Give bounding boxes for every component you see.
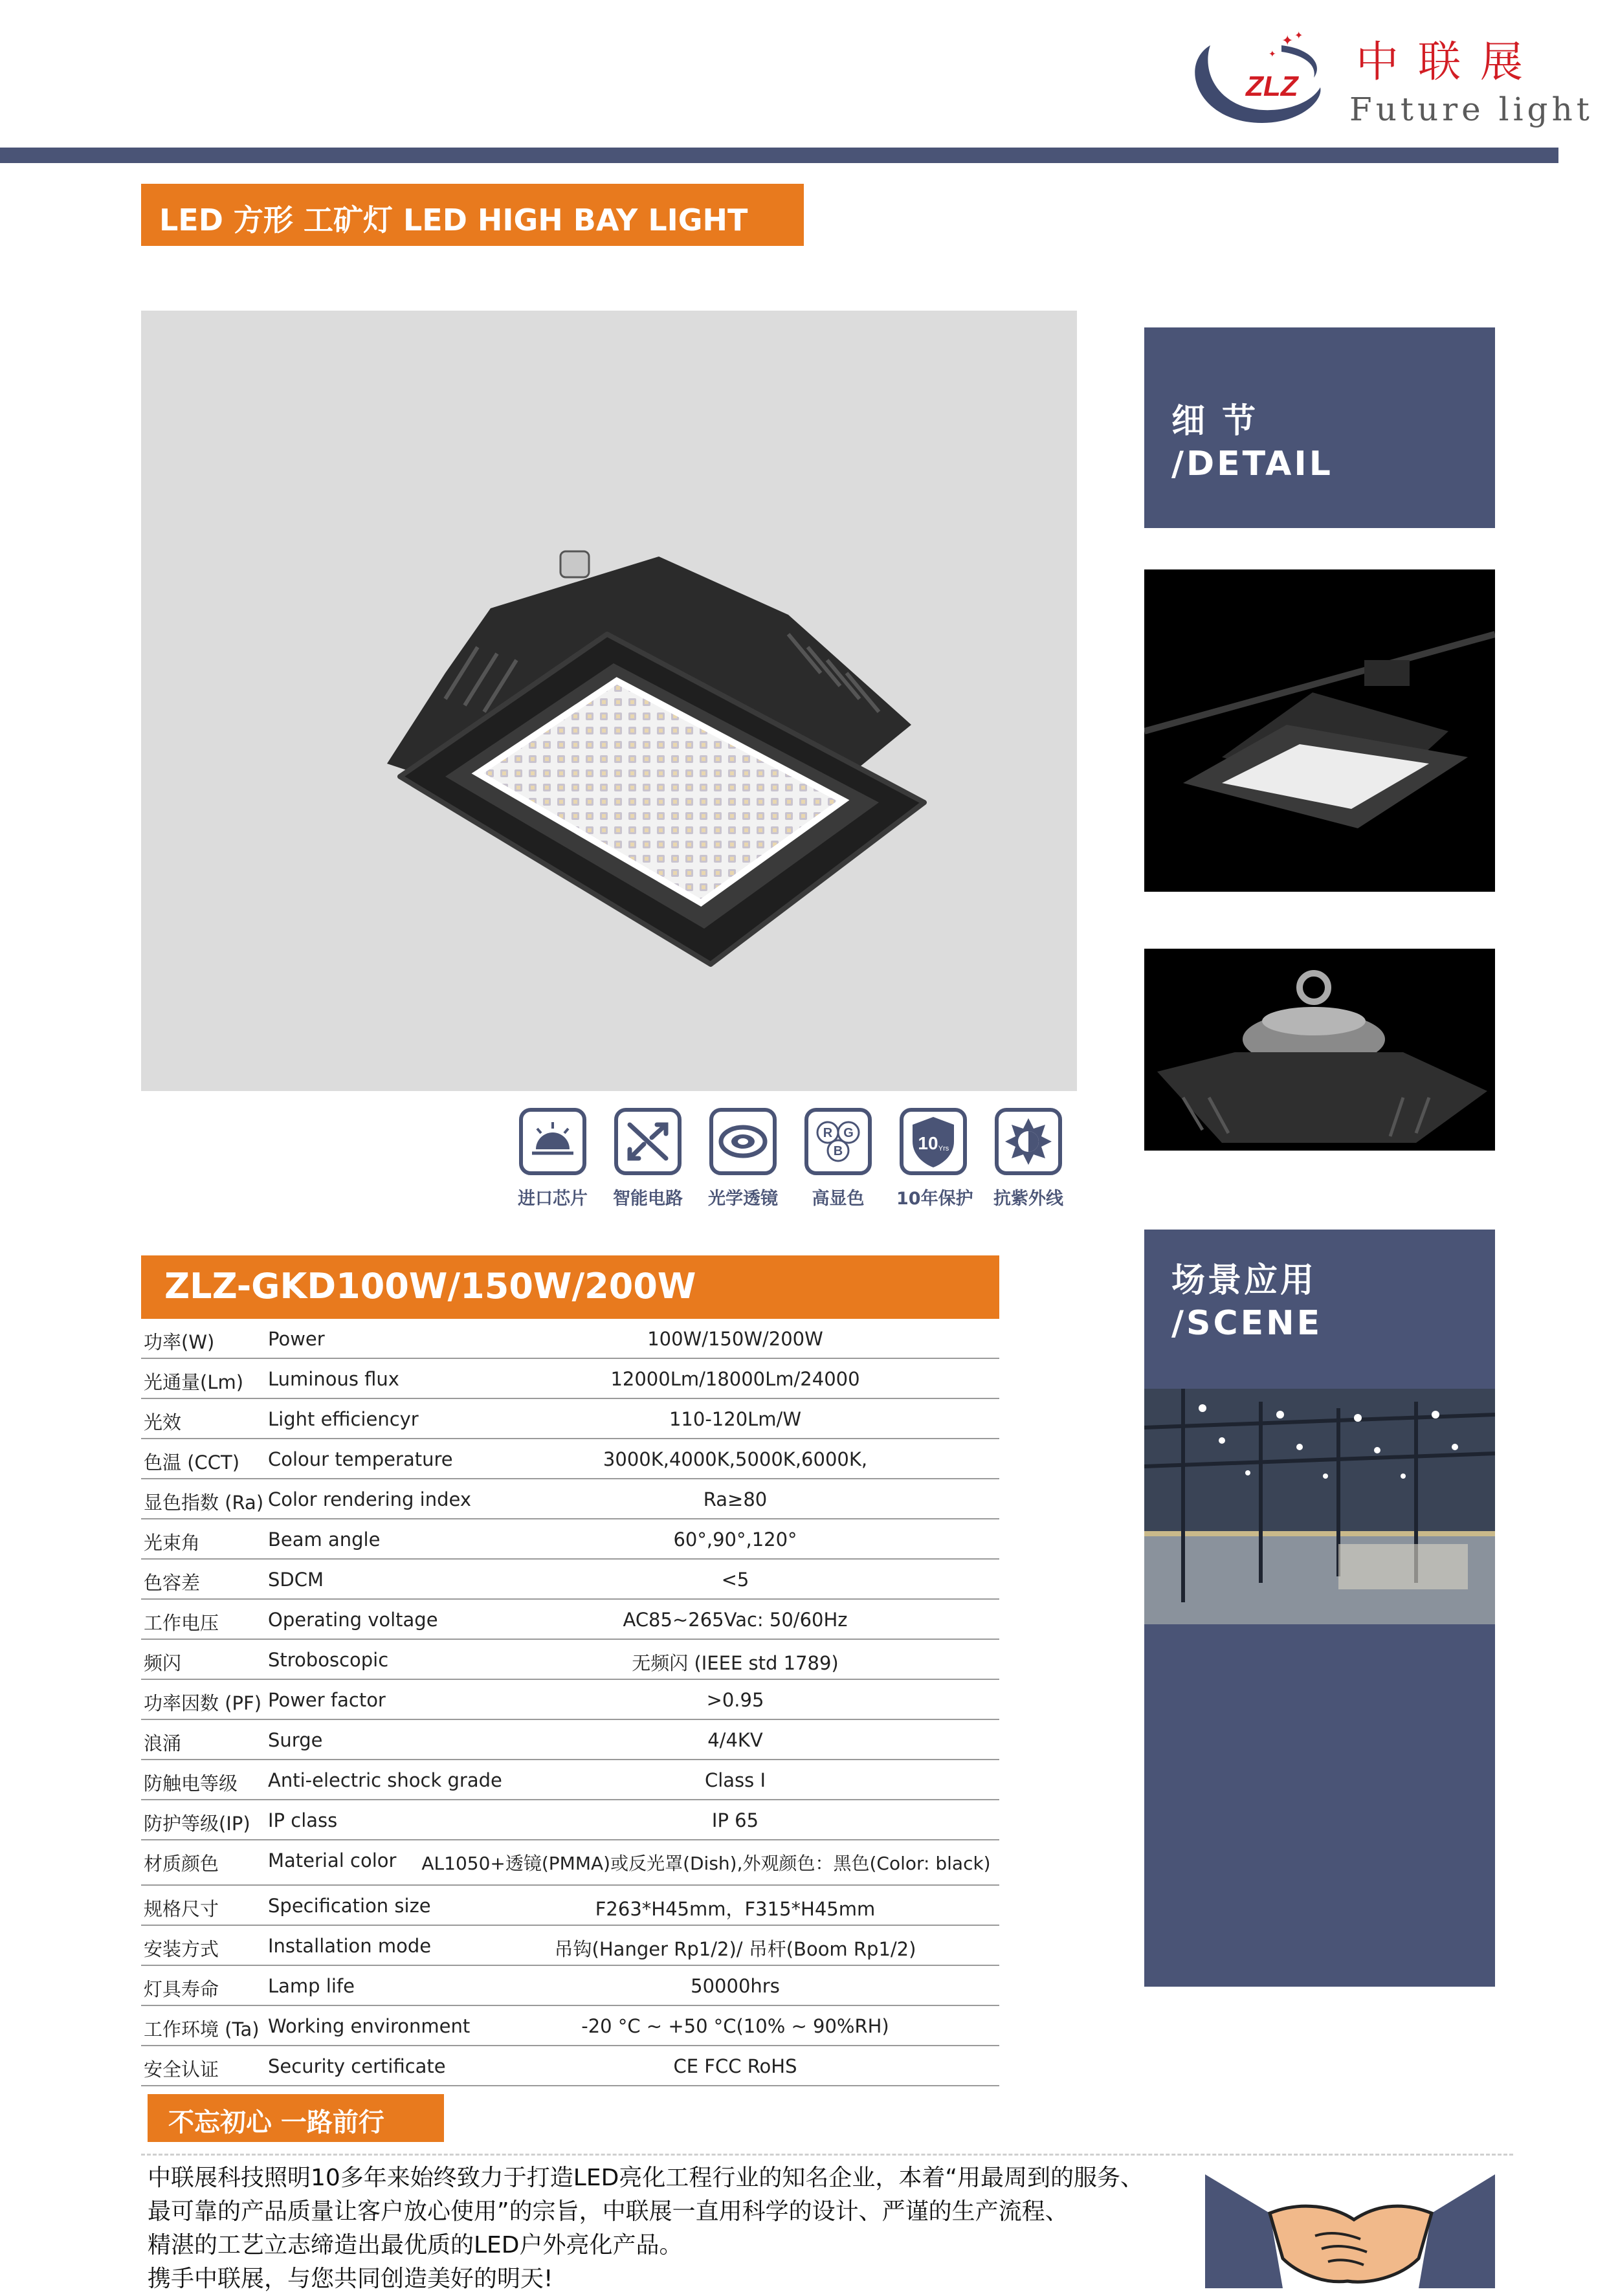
spec-label-en: Color rendering index: [268, 1488, 472, 1510]
company-intro: [148, 2161, 1183, 2296]
spec-label-cn: 防护等级(IP): [144, 1813, 250, 1835]
intro-line: 精湛的工艺立志缔造出最优质的LED户外亮化产品。: [148, 2232, 683, 2258]
spec-value: F263*H45mm，F315*H45mm: [595, 1898, 876, 1920]
feature-label: 10年保护: [896, 1189, 973, 1209]
spec-row: [141, 1359, 999, 1399]
spec-value: 12000Lm/18000Lm/24000: [610, 1368, 860, 1390]
product-title-tag: [141, 184, 804, 246]
spec-row: [141, 2006, 999, 2046]
spec-label-cn: 材质颜色: [144, 1853, 219, 1875]
spec-label-cn: 频闪: [144, 1652, 182, 1674]
intro-line: 携手中联展，与您共同创造美好的明天!: [148, 2266, 553, 2292]
spec-value: 60°,90°,120°: [673, 1529, 797, 1551]
spec-label-cn: 安装方式: [144, 1938, 219, 1960]
sunrise-icon: [519, 1108, 586, 1175]
spec-label-en: Colour temperature: [268, 1448, 453, 1470]
brand-logo-mark: [1184, 26, 1327, 129]
spec-label-en: Installation mode: [268, 1935, 432, 1957]
spec-label-en: Stroboscopic: [268, 1649, 389, 1671]
svg-text:B: B: [833, 1144, 843, 1158]
motto-text: 不忘初心 一路前行: [168, 2108, 384, 2137]
spec-table: [141, 1319, 999, 2086]
lens-icon: [709, 1108, 777, 1175]
spec-label-en: Beam angle: [268, 1529, 381, 1551]
spec-label-en: Specification size: [268, 1895, 431, 1917]
svg-text:✦: ✦: [1294, 29, 1303, 41]
spec-row: [141, 1720, 999, 1760]
feature-anti-uv: [992, 1108, 1065, 1209]
spec-label-en: Security certificate: [268, 2055, 446, 2077]
spec-value: Class I: [704, 1769, 766, 1791]
spec-value: 4/4KV: [707, 1729, 763, 1751]
spec-label-en: Material color: [268, 1849, 397, 1871]
svg-text:✦: ✦: [1269, 49, 1276, 60]
spec-label-en: Anti-electric shock grade: [268, 1769, 502, 1791]
feature-label: 进口芯片: [518, 1189, 588, 1209]
spec-label-cn: 浪涌: [144, 1732, 182, 1754]
spec-label-cn: 安全认证: [144, 2059, 219, 2081]
product-title: LED 方形 工矿灯 LED HIGH BAY LIGHT: [159, 203, 748, 237]
spec-row: [141, 1966, 999, 2006]
spec-label-cn: 规格尺寸: [144, 1898, 219, 1920]
feature-10-year-warranty: [896, 1108, 973, 1209]
intro-line: 中联展科技照明10多年来始终致力于打造LED亮化工程行业的知名企业，本着“用最周到的服务、: [148, 2165, 1144, 2191]
svg-text:✦: ✦: [1281, 33, 1294, 49]
feature-label: 高显色: [812, 1189, 865, 1209]
spec-value: 110-120Lm/W: [669, 1408, 802, 1430]
scene-title-en: /SCENE: [1171, 1304, 1323, 1343]
feature-high-cri: [801, 1108, 875, 1209]
spec-row: [141, 1600, 999, 1640]
header-divider-bar: [0, 148, 1558, 163]
svg-text:R: R: [823, 1126, 833, 1140]
spec-label-en: Light efficiencyr: [268, 1408, 419, 1430]
high-bay-lamp-illustration: [141, 311, 1077, 1091]
spec-row: [141, 1840, 999, 1886]
scene-title-cn: 场景应用: [1171, 1261, 1317, 1300]
svg-text:10: 10: [918, 1133, 938, 1153]
shield-icon: [900, 1108, 967, 1175]
spec-label-en: Operating voltage: [268, 1609, 438, 1631]
detail-header-box: [1144, 327, 1495, 528]
spec-label-cn: 显色指数 (Ra): [144, 1492, 264, 1514]
spec-label-cn: 光束角: [144, 1532, 201, 1554]
rgb-icon: [804, 1108, 872, 1175]
model-number: ZLZ-GKD100W/150W/200W: [164, 1266, 696, 1307]
motto-tag: [148, 2094, 444, 2142]
spec-label-cn: 功率(W): [144, 1331, 215, 1353]
spec-label-cn: 光效: [144, 1411, 182, 1433]
spec-row: [141, 1439, 999, 1479]
hero-product-image: [141, 311, 1077, 1091]
spec-label-cn: 光通量(Lm): [144, 1371, 244, 1393]
spec-label-cn: 色温 (CCT): [144, 1452, 240, 1474]
spec-value: 3000K,4000K,5000K,6000K,: [603, 1448, 868, 1470]
spec-label-en: Luminous flux: [268, 1368, 399, 1390]
spec-row: [141, 1926, 999, 1966]
circuit-icon: [614, 1108, 682, 1175]
scene-panel: [1144, 1230, 1495, 1987]
spec-row: [141, 1519, 999, 1560]
spec-value: 100W/150W/200W: [647, 1328, 823, 1350]
detail-title-cn: 细 节: [1171, 402, 1259, 441]
spec-value: 无频闪 (IEEE std 1789): [632, 1652, 839, 1674]
spec-value: CE FCC RoHS: [673, 2055, 797, 2077]
spec-value: AC85~265Vac: 50/60Hz: [623, 1609, 848, 1631]
spec-label-cn: 功率因数 (PF): [144, 1692, 262, 1714]
spec-label-cn: 工作环境 (Ta): [144, 2018, 260, 2040]
dashed-divider: [141, 2154, 1513, 2156]
spec-row: [141, 1800, 999, 1840]
spec-row: [141, 1319, 999, 1359]
spec-row: [141, 2046, 999, 2086]
spec-value: -20 °C ~ +50 °C(10% ~ 90%RH): [581, 2015, 889, 2037]
spec-label-en: Lamp life: [268, 1975, 355, 1997]
feature-imported-chip: [516, 1108, 590, 1209]
handshake-icon: [1205, 2174, 1495, 2288]
spec-value: AL1050+透镜(PMMA)或反光罩(Dish),外观颜色：黑色(Color: black): [421, 1853, 991, 1874]
svg-text:G: G: [843, 1126, 854, 1140]
brand-name-en: Future light: [1349, 91, 1593, 128]
uv-sun-icon: [995, 1108, 1062, 1175]
spec-value: <5: [721, 1569, 749, 1591]
feature-label: 光学透镜: [708, 1189, 778, 1209]
spec-value: 50000hrs: [691, 1975, 780, 1997]
detail-title-en: /DETAIL: [1171, 445, 1333, 483]
detail-image-front: [1144, 569, 1495, 892]
intro-line: 最可靠的产品质量让客户放心使用”的宗旨，中联展一直用科学的设计、严谨的生产流程、: [148, 2198, 1069, 2225]
spec-label-cn: 防触电等级: [144, 1772, 238, 1794]
spec-row: [141, 1760, 999, 1800]
spec-value: Ra≥80: [703, 1488, 768, 1510]
spec-row: [141, 1640, 999, 1680]
spec-row: [141, 1399, 999, 1439]
spec-row: [141, 1479, 999, 1519]
spec-label-en: Power factor: [268, 1689, 386, 1711]
spec-row: [141, 1680, 999, 1720]
spec-value: IP 65: [711, 1809, 759, 1831]
feature-label: 智能电路: [613, 1189, 683, 1209]
spec-label-cn: 灯具寿命: [144, 1978, 219, 2000]
spec-row: [141, 1560, 999, 1600]
brand-name-cn: 中联展: [1356, 37, 1542, 87]
spec-label-cn: 工作电压: [144, 1612, 219, 1634]
feature-optical-lens: [706, 1108, 780, 1209]
logo-zlz-text: ZLZ: [1246, 71, 1298, 102]
spec-label-en: IP class: [268, 1809, 338, 1831]
spec-label-cn: 色容差: [144, 1572, 201, 1594]
warehouse-scene-image: [1144, 1389, 1495, 1624]
spec-label-en: Surge: [268, 1729, 323, 1751]
feature-smart-circuit: [611, 1108, 685, 1209]
svg-text:Yrs: Yrs: [938, 1145, 949, 1153]
spec-row: [141, 1886, 999, 1926]
spec-label-en: SDCM: [268, 1569, 324, 1591]
detail-image-back: [1144, 949, 1495, 1151]
spec-value: >0.95: [706, 1689, 764, 1711]
spec-value: 吊钩(Hanger Rp1/2)/ 吊杆(Boom Rp1/2): [554, 1938, 916, 1960]
spec-label-en: Power: [268, 1328, 325, 1350]
feature-label: 抗紫外线: [993, 1189, 1063, 1209]
model-tag: [141, 1255, 999, 1319]
spec-label-en: Working environment: [268, 2015, 471, 2037]
